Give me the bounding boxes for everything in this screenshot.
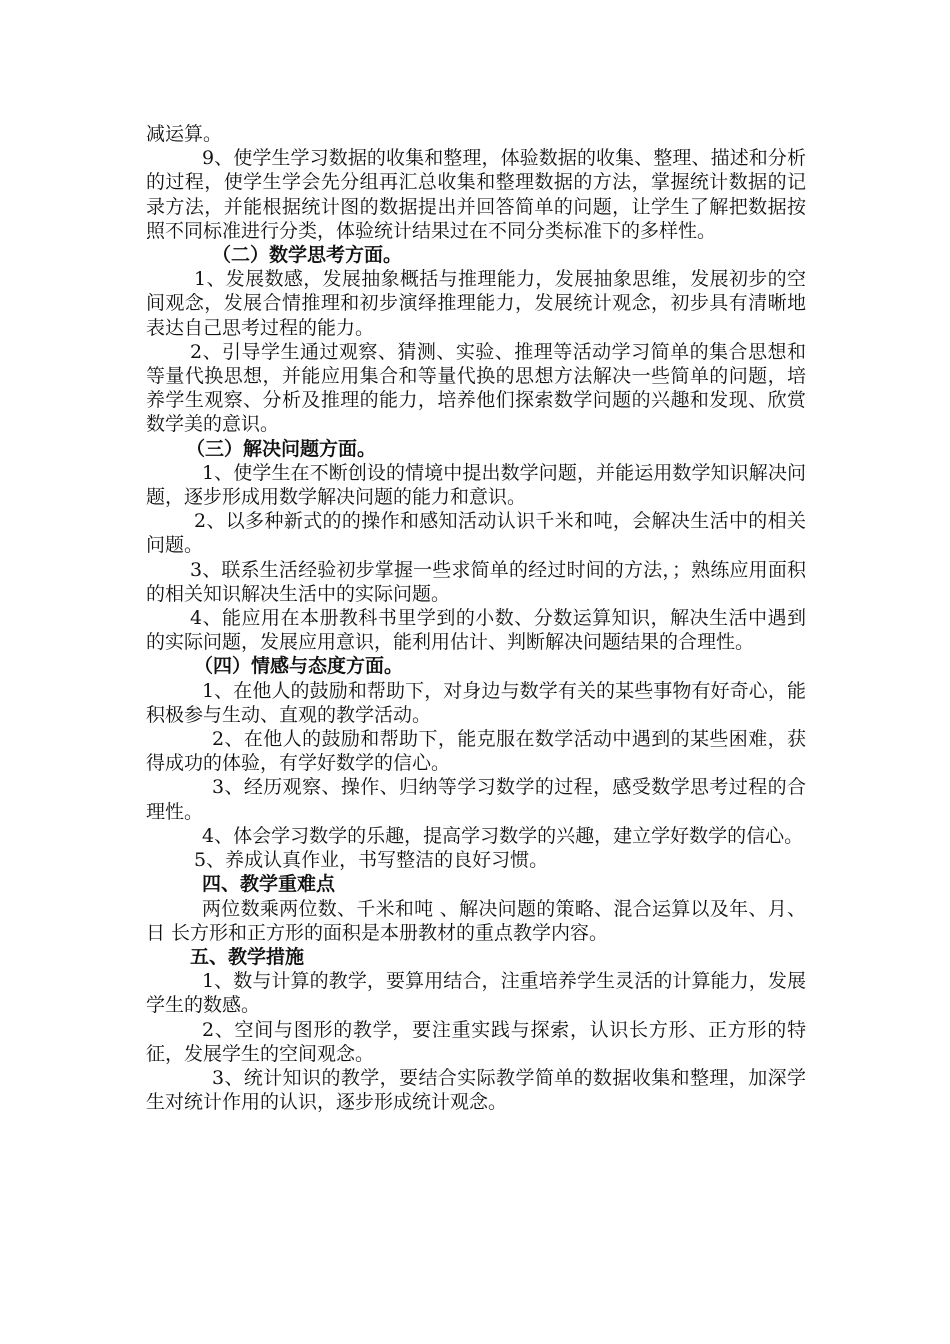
paragraph-emotion-3: 3、经历观察、操作、归纳等学习数学的过程，感受数学思考过程的合理性。 <box>146 776 806 823</box>
section-heading-key-points: 四、教学重难点 <box>202 873 336 896</box>
paragraph-thinking-1: 1、发展数感，发展抽象概括与推理能力，发展抽象思维，发展初步的空间观念，发展合情推理和初步演绎推理能力，发展统计观念，初步具有清晰地表达自己思考过程的能力。 <box>146 268 806 339</box>
section-heading-teaching-measures: 五、教学措施 <box>190 945 305 968</box>
paragraph-continuation: 减运算。 <box>146 123 223 145</box>
section-heading-math-thinking: （二）数学思考方面。 <box>212 244 403 267</box>
paragraph-emotion-1: 1、在他人的鼓励和帮助下，对身边与数学有关的某些事物有好奇心，能积极参与生动、直观的教学活动。 <box>146 679 806 726</box>
paragraph-emotion-4: 4、体会学习数学的乐趣，提高学习数学的兴趣，建立学好数学的信心。 <box>202 824 804 847</box>
paragraph-emotion-2: 2、在他人的鼓励和帮助下，能克服在数学活动中遇到的某些困难，获得成功的体验，有学好数学的信心。 <box>146 728 806 775</box>
paragraph-measures-3: 3、统计知识的教学，要结合实际教学简单的数据收集和整理，加深学生对统计作用的认识，逐步形成统计观念。 <box>146 1066 806 1114</box>
paragraph-problem-4: 4、能应用在本册教科书里学到的小数、分数运算知识，解决生活中遇到的实际问题，发展应用意识，能利用估计、判断解决问题结果的合理性。 <box>146 607 806 654</box>
section-heading-problem-solving: （三）解决问题方面。 <box>186 437 377 460</box>
paragraph-key-points: 两位数乘两位数、千米和吨 、解决问题的策略、混合运算以及年、月、日 长方形和正方形的面积是本册教材的重点教学内容。 <box>146 897 806 944</box>
paragraph-thinking-2: 2、引导学生通过观察、猜测、实验、推理等活动学习简单的集合思想和等量代换思想，并能应用集合和等量代换的思想方法解决一些简单的问题，培养学生观察、分析及推理的能力，培养他们探索数学问题的兴趣和发现、欣赏数学美的意识。 <box>146 340 806 436</box>
paragraph-measures-1: 1、数与计算的教学，要算用结合，注重培养学生灵活的计算能力，发展学生的数感。 <box>146 970 806 1017</box>
paragraph-problem-3: 3、联系生活经验初步掌握一些求简单的经过时间的方法，；熟练应用面积的相关知识解决生活中的实际问题。 <box>146 558 806 605</box>
paragraph-emotion-5: 5、养成认真作业，书写整洁的良好习惯。 <box>194 849 549 872</box>
paragraph-measures-2: 2、空间与图形的教学，要注重实践与探索，认识长方形、正方形的特征，发展学生的空间观念。 <box>146 1018 806 1065</box>
paragraph-item-9: 9、使学生学习数据的收集和整理，体验数据的收集、整理、描述和分析的过程，使学生学会先分组再汇总收集和整理数据的方法，掌握统计数据的记录方法，并能根据统计图的数据提出并回答简单的问题，让学生了解把数据按照不同标准进行分类，体验统计结果过在不同分类标准下的多样性。 <box>146 147 806 242</box>
paragraph-problem-2: 2、以多种新式的的操作和感知活动认识千米和吨，会解决生活中的相关问题。 <box>146 510 806 557</box>
paragraph-problem-1: 1、使学生在不断创设的情境中提出数学问题，并能运用数学知识解决问题，逐步形成用数学解决问题的能力和意识。 <box>146 461 806 509</box>
section-heading-emotion-attitude: （四）情感与态度方面。 <box>194 655 404 678</box>
document-body <box>146 122 806 1114</box>
